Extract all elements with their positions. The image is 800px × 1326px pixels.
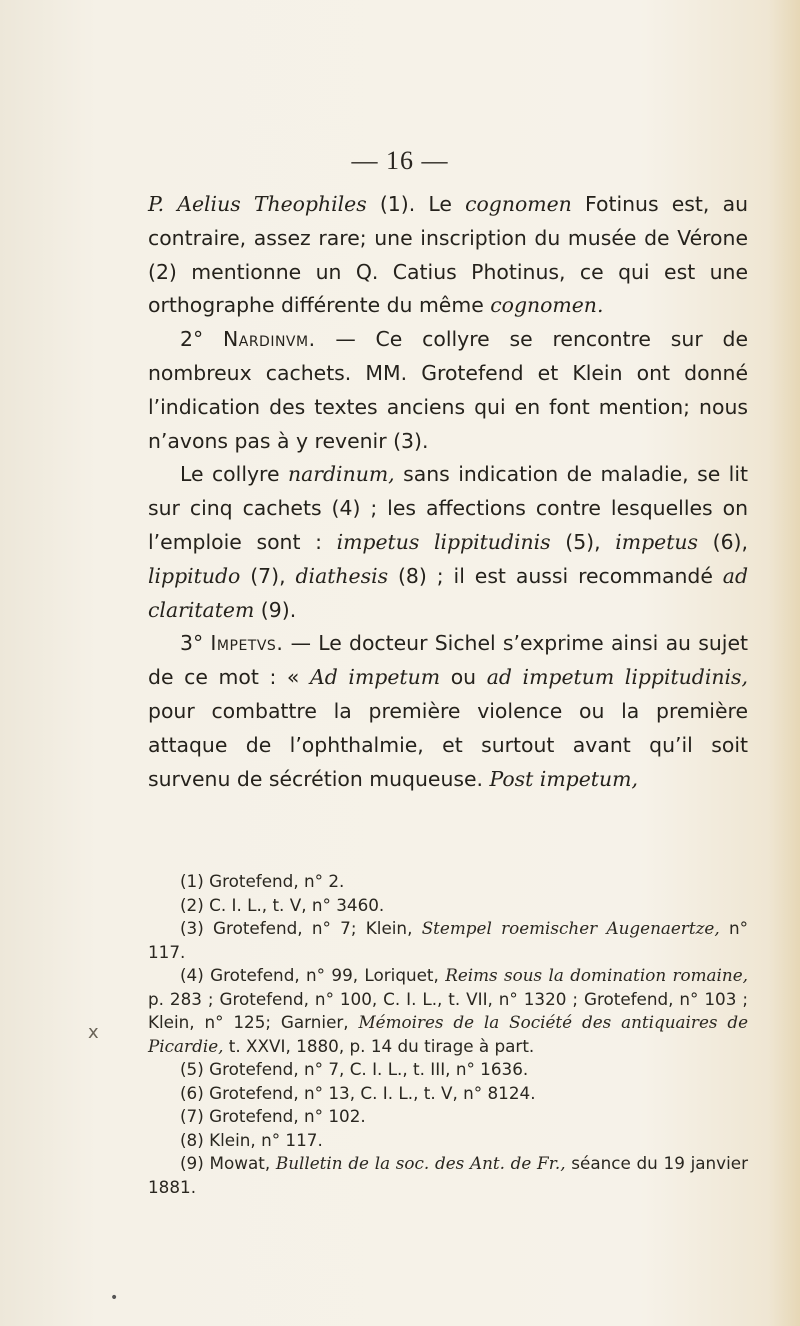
- margin-x-mark: x: [88, 1022, 99, 1043]
- text-span: — Ce collyre se rencontre sur de nombreux cachets. MM. Grotefend et Klein ont donné l’indication des textes anciens qui en font mention; nous n’avons pas à y revenir (3).: [148, 327, 749, 453]
- text-span: n° 117.: [148, 918, 748, 962]
- section-heading: Impetvs.: [210, 631, 284, 656]
- footnote-5: (5) Grotefend, n° 7, C. I. L., t. III, n° 1636.: [180, 1059, 529, 1079]
- term-italic: cognomen.: [490, 293, 604, 318]
- margin-dot-mark: •: [110, 1290, 119, 1306]
- page-number: — 16 —: [351, 146, 449, 175]
- term-italic: diathesis: [295, 563, 389, 588]
- section-number: 2°: [180, 327, 223, 352]
- section-heading: Nardinvm.: [222, 327, 316, 352]
- text-span: (5),: [550, 529, 616, 554]
- text-span: t. XXVI, 1880, p. 14 du tirage à part.: [223, 1035, 535, 1056]
- footnote-9: [148, 1152, 748, 1199]
- term-italic: nardinum,: [287, 462, 395, 487]
- text-span: (7),: [240, 563, 296, 588]
- term-italic: impetus lippitudinis: [336, 529, 551, 554]
- term-italic: lippitudo: [148, 563, 241, 588]
- term-italic: impetus: [615, 529, 699, 554]
- text-span: ou: [440, 665, 487, 690]
- footnote-3: [148, 917, 748, 964]
- text-span: (8) ; il est aussi recommandé: [388, 563, 723, 588]
- paragraph-3: [148, 458, 748, 627]
- paragraph-2: [148, 323, 748, 458]
- text-span: pour combattre la première violence ou la première attaque de l’ophthalmie, et surtout avant qu’il soit survenu de sécrétion muqueuse.: [148, 698, 748, 791]
- text-span: (6),: [698, 529, 748, 554]
- text-span: — Le docteur Sichel s’exprime ainsi au sujet de ce mot : «: [148, 631, 748, 690]
- text-span: Le collyre: [180, 462, 288, 487]
- main-text: [148, 188, 748, 796]
- section-number: 3°: [180, 631, 211, 656]
- footnote-2: (2) C. I. L., t. V, n° 3460.: [180, 894, 385, 915]
- footnote-6: (6) Grotefend, n° 13, C. I. L., t. V, n° 8124.: [180, 1082, 536, 1103]
- text-span: (9) Mowat,: [180, 1153, 276, 1173]
- title-italic: Reims sous la domination romaine,: [445, 965, 748, 985]
- paragraph-4: [148, 627, 748, 796]
- footnotes: [148, 870, 748, 1199]
- text-span: (4) Grotefend, n° 99, Loriquet,: [180, 965, 446, 985]
- term-italic: ad claritatem: [148, 563, 748, 622]
- term-italic: cognomen: [465, 192, 572, 216]
- footnote-4: [148, 964, 748, 1058]
- text-span: (1). Le: [366, 192, 466, 216]
- text-span: sans indication de maladie, se lit sur cinq cachets (4) ; les affections contre lesquelles on l’emploie sont :: [148, 462, 748, 554]
- footnote-8: (8) Klein, n° 117.: [180, 1129, 323, 1150]
- paragraph-1: [148, 188, 748, 323]
- footnote-1: (1) Grotefend, n° 2.: [180, 871, 345, 891]
- text-span: (3) Grotefend, n° 7; Klein,: [180, 918, 422, 938]
- title-italic: Bulletin de la soc. des Ant. de Fr.,: [275, 1153, 566, 1173]
- text-span: p. 283 ; Grotefend, n° 100, C. I. L., t. VII, n° 1320 ; Grotefend, n° 103 ; Klein, n° 125; Garnier,: [148, 988, 748, 1032]
- text-span: (9).: [254, 597, 297, 622]
- footnote-7: (7) Grotefend, n° 102.: [180, 1106, 366, 1126]
- term-italic: ad impetum lippitudinis,: [486, 665, 748, 690]
- term-italic: Post impetum,: [489, 766, 638, 791]
- title-italic: Mémoires de la Société des antiquaires de Picardie,: [148, 1012, 749, 1056]
- text-span: séance du 19 janvier 1881.: [148, 1153, 749, 1197]
- name-italic: P. Aelius Theophiles: [148, 192, 367, 216]
- term-italic: Ad impetum: [310, 665, 441, 690]
- text-span: Fotinus est, au contraire, assez rare; une inscription du musée de Vérone (2) mentionne un Q. Catius Photinus, ce qui est une orthographe différente du même: [148, 192, 748, 318]
- title-italic: Stempel roemischer Augenaertze,: [421, 918, 720, 938]
